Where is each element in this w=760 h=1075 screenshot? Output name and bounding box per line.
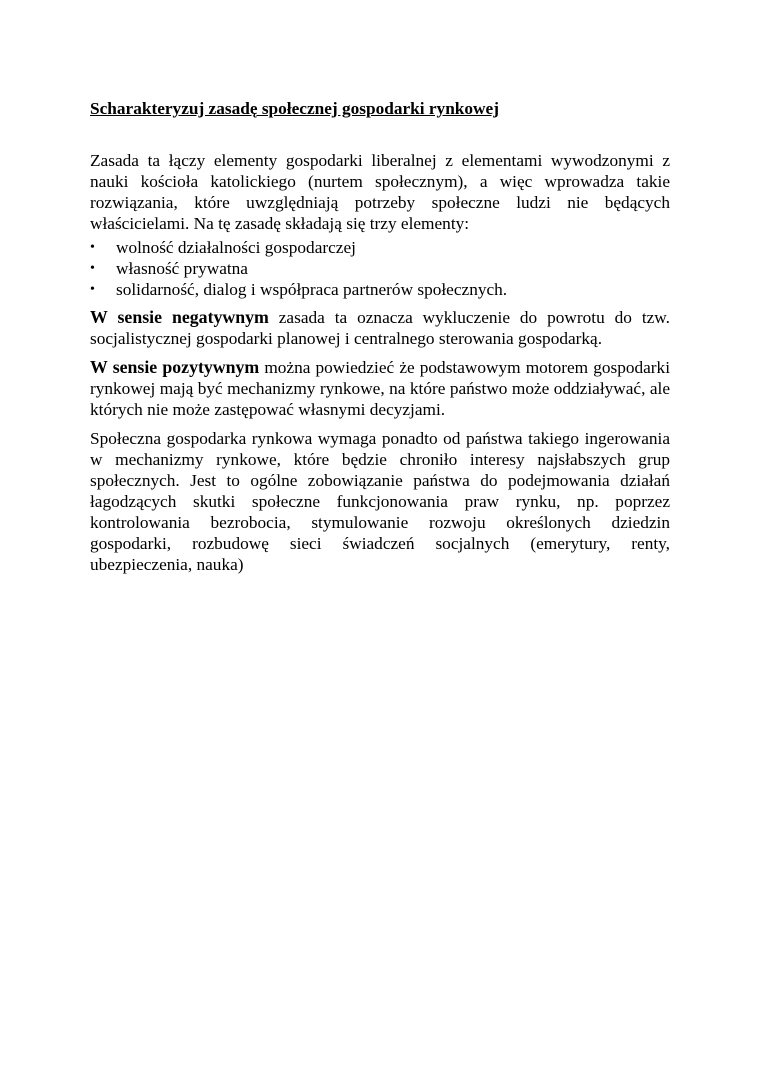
negative-text: zasada ta oznacza wykluczenie do powrotu do tzw. socjalistycznej gospodarki planowej i centralnego sterowania gospodarką.	[90, 308, 670, 348]
list-item	[90, 258, 670, 279]
list-item-text: solidarność, dialog i współpraca partnerów społecznych.	[116, 280, 508, 299]
intro-paragraph: Zasada ta łączy elementy gospodarki liberalnej z elementami wywodzonymi z nauki kościoła katolickiego (nurtem społecznym), a więc wprowadza takie rozwiązania, które uwzględniają potrzeby społeczne ludzi nie będących właścicielami. Na tę zasadę składają się trzy elementy:	[90, 151, 670, 233]
positive-paragraph	[90, 357, 670, 420]
list-item	[90, 237, 670, 258]
list-item-text: wolność działalności gospodarczej	[116, 238, 356, 257]
list-item	[90, 279, 670, 300]
closing-paragraph: Społeczna gospodarka rynkowa wymaga ponadto od państwa takiego ingerowania w mechanizmy rynkowe, które będzie chroniło interesy najsłabszych grup społecznych. Jest to ogólne zobowiązanie państwa do podejmowania działań łagodzących skutki społeczne funkcjonowania praw rynku, np. poprzez kontrolowania bezrobocia, stymulowanie rozwoju określonych dziedzin gospodarki, rozbudowę sieci świadczeń socjalnych (emerytury, renty, ubezpieczenia, nauka)	[90, 429, 670, 574]
bullet-icon: •	[90, 240, 95, 255]
positive-lead: W sensie pozytywnym	[90, 357, 260, 377]
document-body	[90, 98, 670, 583]
positive-text: można powiedzieć że podstawowym motorem gospodarki rynkowej mają być mechanizmy rynkowe, na które państwo może oddziaływać, ale których nie może zastępować własnymi decyzjami.	[90, 358, 670, 419]
document-title: Scharakteryzuj zasadę społecznej gospodarki rynkowej	[90, 99, 499, 118]
bullet-icon: •	[90, 261, 95, 276]
list-item-text: własność prywatna	[116, 259, 248, 278]
bullet-icon: •	[90, 282, 95, 297]
negative-paragraph	[90, 307, 670, 349]
negative-lead: W sensie negatywnym	[90, 307, 269, 327]
elements-list	[90, 237, 670, 300]
